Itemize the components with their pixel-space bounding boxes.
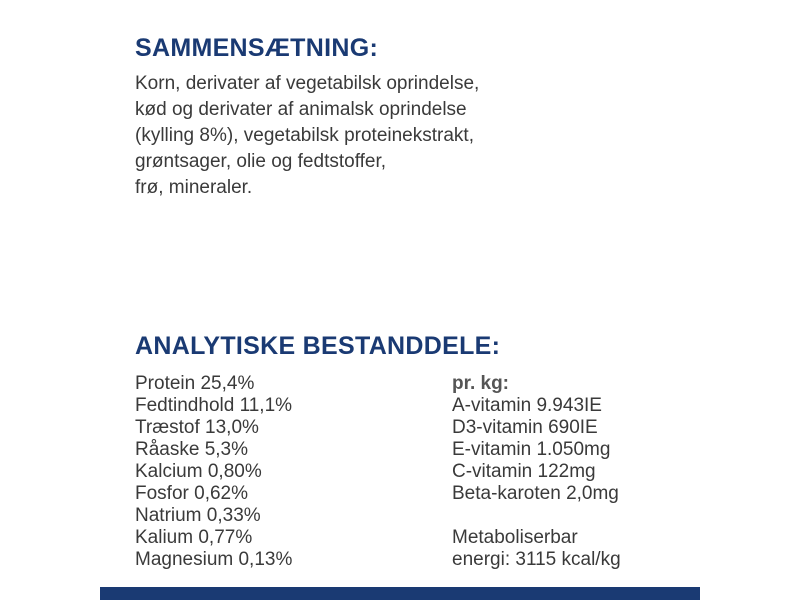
nutrient-list <box>135 373 292 571</box>
vitamin-item: Beta-karoten 2,0mg <box>452 483 619 504</box>
nutrient-item: Natrium 0,33% <box>135 505 261 526</box>
composition-line: grøntsager, olie og fedtstoffer, <box>135 151 387 172</box>
composition-line: kød og derivater af animalsk oprindelse <box>135 99 467 120</box>
composition-text <box>135 71 695 201</box>
nutrient-item: Protein 25,4% <box>135 373 255 394</box>
vitamin-item: A-vitamin 9.943IE <box>452 395 602 416</box>
composition-line: (kylling 8%), vegetabilsk proteinekstrakt, <box>135 125 474 146</box>
analytical-heading: ANALYTISKE BESTANDDELE: <box>135 332 501 360</box>
per-kg-header: pr. kg: <box>452 373 510 394</box>
nutrient-item: Magnesium 0,13% <box>135 549 293 570</box>
nutrient-item: Fosfor 0,62% <box>135 483 248 504</box>
nutrient-item: Råaske 5,3% <box>135 439 249 460</box>
nutrient-item: Træstof 13,0% <box>135 417 259 438</box>
vitamin-item: D3-vitamin 690IE <box>452 417 598 438</box>
composition-line: frø, mineraler. <box>135 177 253 198</box>
composition-heading: SAMMENSÆTNING: <box>135 34 379 62</box>
bottom-accent-bar <box>100 587 700 600</box>
vitamin-item: C-vitamin 122mg <box>452 461 596 482</box>
composition-line: Korn, derivater af vegetabilsk oprindelse, <box>135 73 480 94</box>
vitamin-list <box>452 373 621 571</box>
nutrient-item: Kalcium 0,80% <box>135 461 262 482</box>
nutrient-item: Kalium 0,77% <box>135 527 253 548</box>
vitamin-item: E-vitamin 1.050mg <box>452 439 611 460</box>
nutrient-item: Fedtindhold 11,1% <box>135 395 293 416</box>
spacer <box>452 505 621 527</box>
energy-line: energi: 3115 kcal/kg <box>452 549 621 570</box>
energy-line: Metaboliserbar <box>452 527 578 548</box>
